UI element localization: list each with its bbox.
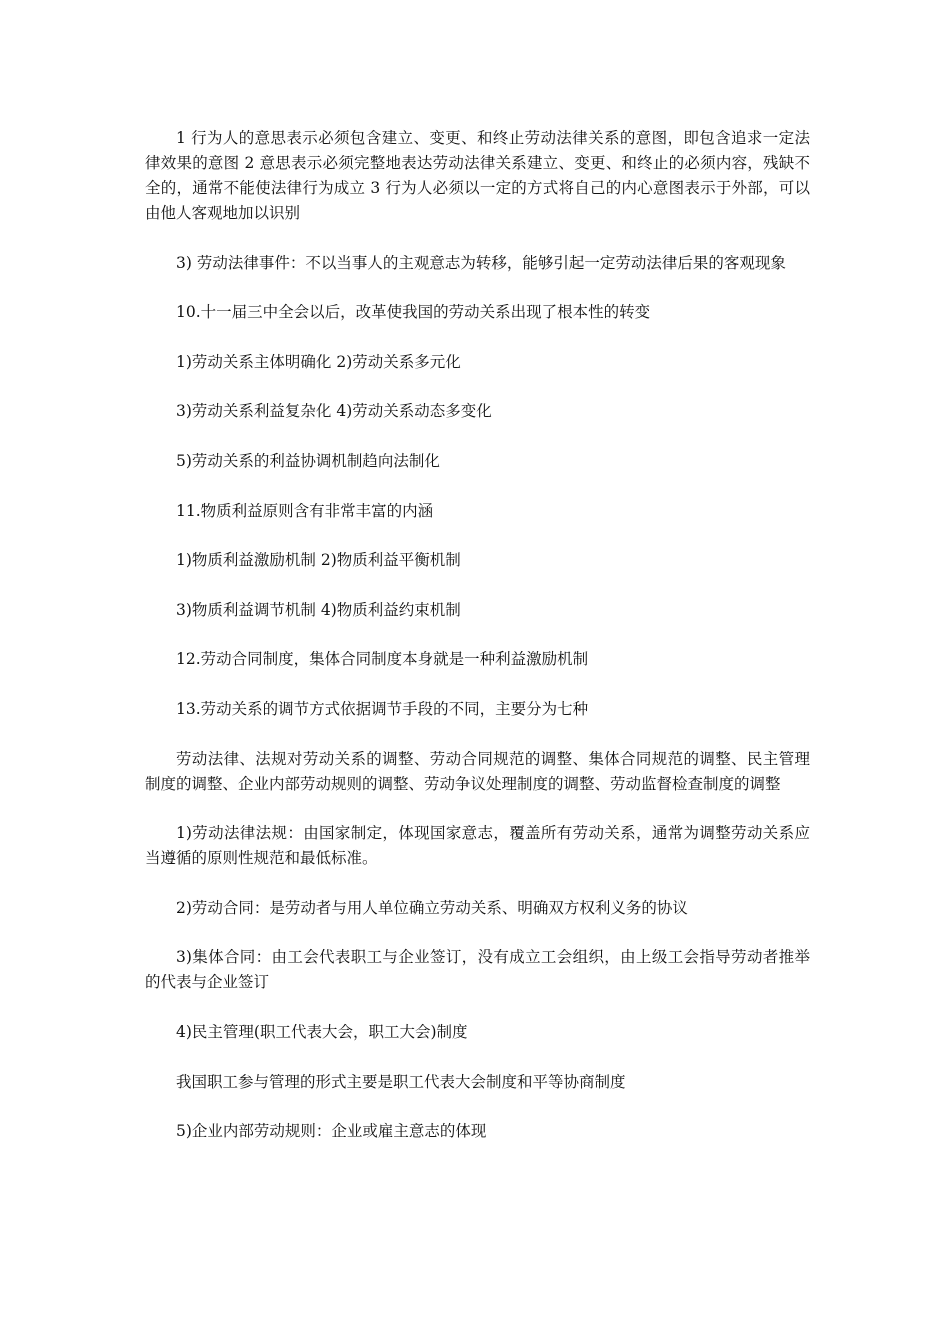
- paragraph-worker-participation: 我国职工参与管理的形式主要是职工代表大会制度和平等协商制度: [176, 1072, 626, 1091]
- paragraph-method-democratic-management: 4)民主管理(职工代表大会，职工大会)制度: [176, 1022, 468, 1041]
- paragraph-change-5: 5)劳动关系的利益协调机制趋向法制化: [176, 451, 440, 470]
- paragraph-labor-legal-event: 3) 劳动法律事件：不以当事人的主观意志为转移，能够引起一定劳动法律后果的客观现象: [176, 253, 786, 272]
- paragraph-method-laws: 1)劳动法律法规：由国家制定，体现国家意志，覆盖所有劳动关系，通常为调整劳动关系应当遵循的原则性规范和最低标准。: [145, 824, 810, 868]
- paragraph-mechanism-3-4: 3)物质利益调节机制 4)物质利益约束机制: [176, 600, 461, 619]
- paragraph-item-13-heading: 13.劳动关系的调节方式依据调节手段的不同，主要分为七种: [176, 699, 589, 718]
- paragraph-mechanism-1-2: 1)物质利益激励机制 2)物质利益平衡机制: [176, 551, 461, 570]
- paragraph-change-3-4: 3)劳动关系利益复杂化 4)劳动关系动态多变化: [176, 402, 492, 421]
- paragraph-change-1-2: 1)劳动关系主体明确化 2)劳动关系多元化: [176, 352, 461, 371]
- paragraph-method-internal-rules: 5)企业内部劳动规则：企业或雇主意志的体现: [176, 1122, 487, 1141]
- paragraph-seven-methods: 劳动法律、法规对劳动关系的调整、劳动合同规范的调整、集体合同规范的调整、民主管理制度的调整、企业内部劳动规则的调整、劳动争议处理制度的调整、劳动监督检查制度的调整: [145, 749, 810, 793]
- paragraph-item-11-heading: 11.物质利益原则含有非常丰富的内涵: [176, 501, 434, 520]
- paragraph-method-collective-contract: 3)集体合同：由工会代表职工与企业签订，没有成立工会组织，由上级工会指导劳动者推举的代表与企业签订: [145, 948, 810, 992]
- paragraph-item-12: 12.劳动合同制度，集体合同制度本身就是一种利益激励机制: [176, 650, 589, 669]
- document-body: [145, 126, 810, 1169]
- paragraph-item-10-heading: 10.十一届三中全会以后，改革使我国的劳动关系出现了根本性的转变: [176, 303, 651, 322]
- paragraph-intent-requirements: 1 行为人的意思表示必须包含建立、变更、和终止劳动法律关系的意图，即包含追求一定法律效果的意图 2 意思表示必须完整地表达劳动法律关系建立、变更、和终止的必须内容，残缺不全的，通常不能使法律行为成立 3 行为人必须以一定的方式将自己的内心意图表示于外部，可以由他人客观地加以识别: [145, 129, 810, 222]
- paragraph-method-labor-contract: 2)劳动合同：是劳动者与用人单位确立劳动关系、明确双方权利义务的协议: [176, 898, 688, 917]
